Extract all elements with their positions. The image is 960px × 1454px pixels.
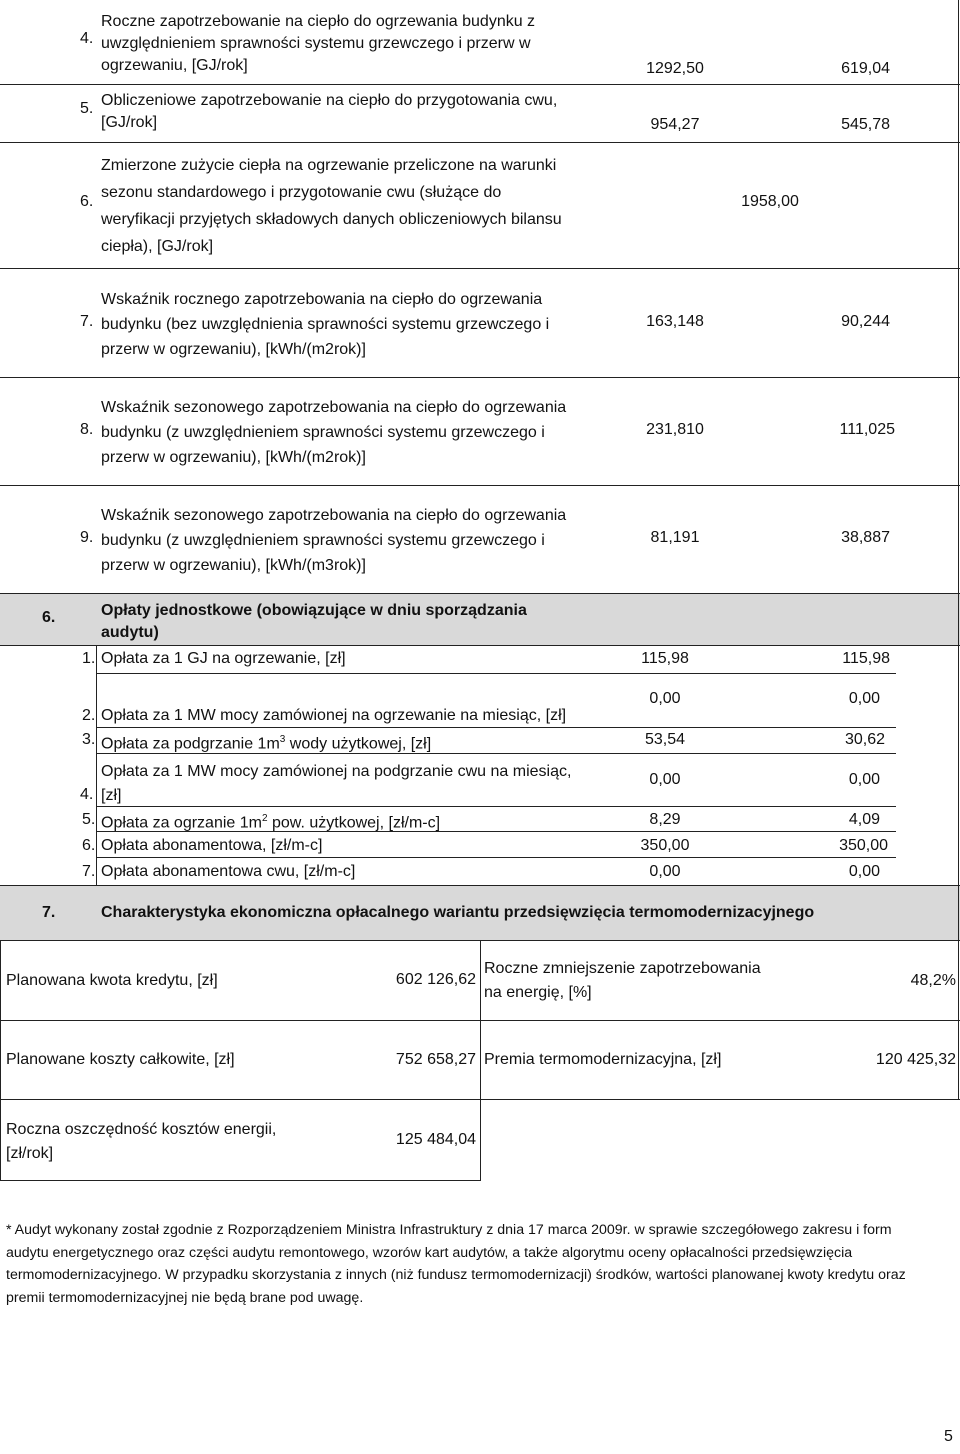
row-label (101, 729, 431, 755)
value-after: 30,62 (844, 731, 885, 748)
value-before: 53,54 (644, 731, 686, 748)
value-after: 0,00 (848, 690, 880, 707)
row-label: Opłata abonamentowa, [zł/m-c] (101, 837, 323, 854)
premium-value: 120 425,32 (875, 1051, 956, 1068)
reduction-value: 48,2% (910, 972, 956, 989)
value-before: 954,27 (650, 116, 700, 133)
value-after: 4,09 (848, 811, 880, 828)
row-label: Wskaźnik sezonowego zapotrzebowania na ciepło do ogrzewania budynku (z uwzględnieniem sprawności systemu grzewczego i przerw w ogrzewaniu), [kWh/(m3rok)] (101, 507, 567, 574)
row-number: 8. (80, 421, 94, 438)
savings-label: Roczna oszczędność kosztów energii, [zł/rok] (6, 1121, 277, 1162)
row-number: 6. (82, 837, 96, 854)
value-after: 0,00 (848, 771, 880, 788)
row-number: 6. (80, 193, 94, 210)
value-after: 545,78 (841, 116, 890, 133)
section-title: Opłaty jednostkowe (obowiązujące w dniu sporządzania audytu) (101, 602, 527, 641)
label-part: wody użytkowej, [zł] (285, 735, 432, 753)
page-number: 5 (944, 1428, 953, 1445)
cost-label: Planowane koszty całkowite, [zł] (6, 1051, 235, 1068)
value-after: 0,00 (848, 863, 880, 880)
value-after: 90,244 (841, 313, 890, 330)
row-label: Wskaźnik rocznego zapotrzebowania na ciepło do ogrzewania budynku (bez uwzględnienia sprawności systemu grzewczego i przerw w ogrzewaniu), [kWh/(m2rok)] (101, 291, 550, 358)
row-label: Zmierzone zużycie ciepła na ogrzewanie przeliczone na warunki sezonu standardowego i przygotowanie cwu (służące do weryfikacji przyjętych składowych danych obliczeniowych bilansu ciepła), [GJ/rok] (101, 157, 562, 255)
row-label: Opłata za 1 MW mocy zamówionej na ogrzewanie na miesiąc, [zł] (101, 707, 567, 724)
value-after: 115,98 (842, 650, 890, 667)
section-title: Charakterystyka ekonomiczna opłacalnego wariantu przedsięwzięcia termomodernizacyjnego (101, 904, 815, 921)
value-measured: 1958,00 (741, 193, 799, 210)
row-number: 9. (80, 529, 94, 546)
row-number: 2. (82, 707, 96, 724)
row-number: 5. (82, 811, 96, 828)
loan-label: Planowana kwota kredytu, [zł] (6, 972, 218, 989)
footnote: * Audyt wykonany został zgodnie z Rozporządzeniem Ministra Infrastruktury z dnia 17 marca 2009r. w sprawie szczegółowego zakresu i form audytu energetycznego oraz części audytu remontowego, wzorów kart audytów, a także algorytmu oceny opłacalności przedsięwzięcia termomodernizacyjnego. W przypadku skorzystania z innych (niż fundusz termomodernizacji) środków, wartości planowanej kwoty kredytu oraz premii termomodernizacyjnej nie będą brane pod uwagę. (6, 1222, 906, 1306)
row-number: 4. (80, 30, 94, 47)
value-before: 81,191 (650, 529, 700, 546)
value-before: 0,00 (649, 690, 681, 707)
row-label: Opłata za 1 MW mocy zamówionej na podgrzanie cwu na miesiąc, [zł] (101, 763, 572, 804)
value-after: 619,04 (841, 60, 890, 77)
value-after: 38,887 (841, 529, 890, 546)
superscript: 3 (279, 734, 286, 745)
row-label: Roczne zapotrzebowanie na ciepło do ogrzewania budynku z uwzględnieniem sprawności systemu grzewczego i przerw w ogrzewaniu, [GJ/rok] (101, 13, 536, 74)
section-number: 6. (42, 609, 56, 626)
savings-value: 125 484,04 (395, 1131, 476, 1148)
value-before: 1292,50 (646, 60, 704, 77)
value-before: 0,00 (649, 771, 681, 788)
reduction-label: Roczne zmniejszenie zapotrzebowania na energię, [%] (484, 960, 761, 1001)
value-before: 350,00 (640, 837, 690, 854)
superscript: 2 (261, 813, 268, 824)
row-label: Wskaźnik sezonowego zapotrzebowania na ciepło do ogrzewania budynku (z uwzględnieniem sprawności systemu grzewczego i przerw w ogrzewaniu), [kWh/(m2rok)] (101, 399, 567, 466)
row-label: Opłata za 1 GJ na ogrzewanie, [zł] (101, 650, 346, 667)
row-label: Obliczeniowe zapotrzebowanie na ciepło do przygotowania cwu, [GJ/rok] (101, 92, 558, 131)
row-number: 7. (82, 863, 96, 880)
section-number: 7. (42, 904, 56, 921)
row-number: 4. (80, 786, 94, 803)
loan-value: 602 126,62 (395, 971, 476, 988)
label-part: Opłata za ogrzanie 1m (101, 814, 262, 832)
row-number: 5. (80, 100, 94, 117)
value-after: 350,00 (839, 837, 888, 854)
label-part: Opłata za podgrzanie 1m (101, 735, 280, 753)
value-after: 111,025 (839, 421, 895, 438)
row-number: 7. (80, 313, 94, 330)
value-before: 231,810 (646, 421, 704, 438)
label-part: pow. użytkowej, [zł/m-c] (267, 814, 441, 832)
premium-label: Premia termomodernizacyjna, [zł] (484, 1051, 722, 1068)
cost-value: 752 658,27 (395, 1051, 476, 1068)
value-before: 8,29 (649, 811, 681, 828)
value-before: 115,98 (641, 650, 689, 667)
value-before: 0,00 (649, 863, 681, 880)
value-before: 163,148 (646, 313, 704, 330)
row-label: Opłata abonamentowa cwu, [zł/m-c] (101, 863, 356, 880)
row-number: 1. (82, 650, 96, 667)
row-number: 3. (82, 731, 96, 748)
